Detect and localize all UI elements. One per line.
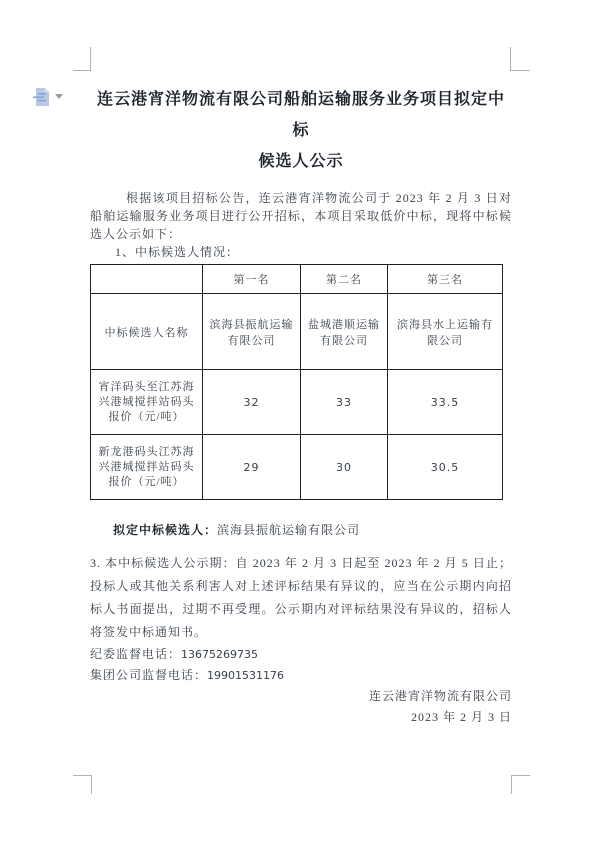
table-cell: 盐城港顺运输有限公司: [301, 294, 388, 370]
table-cell: 滨海县振航运输有限公司: [203, 294, 301, 370]
table-cell: 30.5: [388, 435, 503, 500]
chevron-down-icon: [55, 94, 63, 99]
signature-company: 连云港宵洋物流有限公司: [368, 689, 512, 703]
group-phone-label: 集团公司监督电话：: [90, 668, 208, 682]
table-cell: 33: [301, 370, 388, 435]
crop-mark-bottom-right-icon: [511, 775, 530, 794]
signature-block: [90, 686, 512, 728]
table-header-cell-first: 第一名: [203, 265, 301, 294]
table-header-cell-blank: [91, 265, 203, 294]
crop-mark-top-left-icon: [73, 47, 91, 71]
intro-paragraph: 根据该项目招标公告，连云港宵洋物流公司于 2023 年 2 月 3 日对船舶运输服务业务项目进行公开招标，本项目采取低价中标，现将中标候选人公示如下：: [90, 191, 512, 241]
row-label-cell: 宵洋码头至江苏海兴港城搅拌站码头报价（元/吨）: [91, 370, 203, 435]
signature-date: 2023 年 2 月 3 日: [410, 710, 512, 724]
row-label-cell: 新龙港码头江苏海兴港城搅拌站码头报价（元/吨）: [91, 435, 203, 500]
group-phone-line: [90, 665, 512, 686]
table-header-cell-third: 第三名: [388, 265, 503, 294]
proposed-winner-line: [90, 522, 512, 539]
paste-options-document-icon: [33, 88, 49, 106]
table-cell: 32: [203, 370, 301, 435]
table-row-candidate-names: [91, 294, 503, 370]
table-header-row: [91, 265, 503, 294]
page-title: [90, 84, 512, 177]
table-cell: 30: [301, 435, 388, 500]
crop-mark-top-right-icon: [510, 47, 530, 71]
discipline-phone-number: 13675269735: [181, 648, 258, 661]
page-title-line-1: 连云港宵洋物流有限公司船舶运输服务业务项目拟定中标: [96, 91, 505, 139]
table-cell: 33.5: [388, 370, 503, 435]
table-cell: 29: [203, 435, 301, 500]
candidates-table: [90, 264, 503, 500]
discipline-phone-line: [90, 644, 512, 665]
list-item-candidates: 1、中标候选人情况：: [115, 245, 240, 259]
proposed-winner-label: 拟定中标候选人：: [113, 523, 218, 537]
table-row-xinlonggang-price: [91, 435, 503, 500]
paste-options-button[interactable]: [33, 88, 63, 106]
table-cell: 滨海县水上运输有限公司: [388, 294, 503, 370]
notice-period-paragraph: 3. 本中标候选人公示期：自 2023 年 2 月 3 日起至 2023 年 2 月 5 日止；投标人或其他关系利害人对上述评标结果有异议的，应当在公示期内向招标人书面提出，过期不再受理。公示期内对评标结果没有异议的，招标人将签发中标通知书。: [90, 556, 512, 639]
group-phone-number: 19901531176: [207, 669, 284, 682]
proposed-winner-value: 滨海县振航运输有限公司: [217, 523, 361, 537]
table-row-xiaoyang-price: [91, 370, 503, 435]
table-header-cell-second: 第二名: [301, 265, 388, 294]
discipline-phone-label: 纪委监督电话：: [90, 647, 182, 661]
page-title-line-2: 候选人公示: [258, 153, 344, 170]
row-label-cell: 中标候选人名称: [91, 294, 203, 370]
crop-mark-bottom-left-icon: [73, 775, 92, 794]
document-content: [90, 84, 512, 728]
